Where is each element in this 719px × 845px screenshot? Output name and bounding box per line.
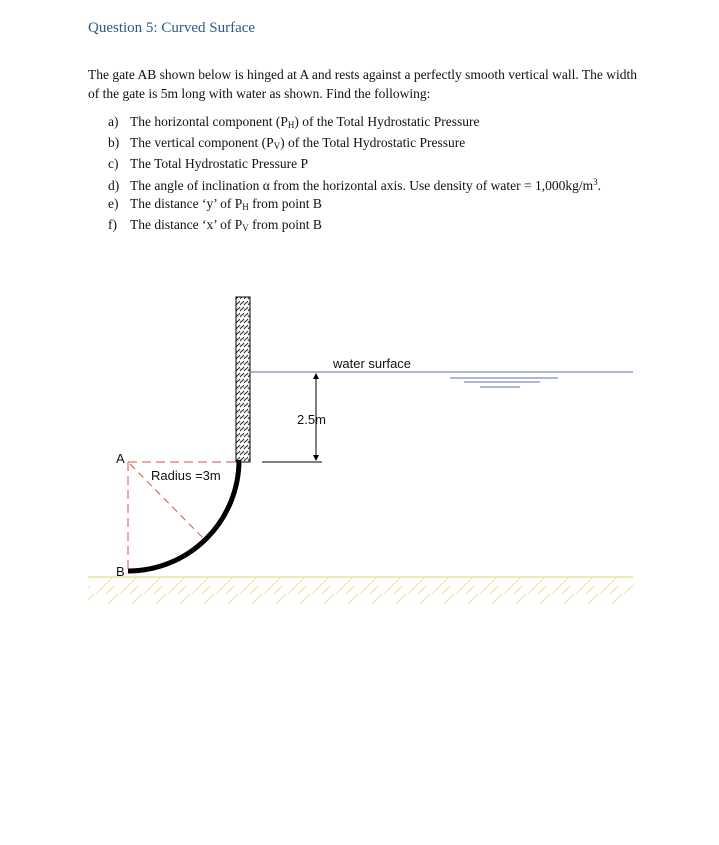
item-text: The distance ‘x’ of P — [130, 217, 243, 232]
gate-diagram — [0, 280, 719, 620]
item-text-end: ) of the Total Hydrostatic Pressure — [280, 135, 466, 150]
item-text: The distance ‘y’ of P — [130, 196, 243, 211]
point-b-label: B — [116, 564, 125, 579]
list-marker: d) — [108, 178, 120, 193]
item-subscript: V — [242, 223, 249, 233]
problem-statement: The gate AB shown below is hinged at A and rests against a perfectly smooth vertical wall. The width of the gate is 5m long with water as shown. Find the following: — [88, 67, 638, 101]
depth-label: 2.5m — [297, 412, 326, 427]
water-surface-label: water surface — [333, 356, 412, 371]
list-marker: b) — [108, 135, 120, 150]
question-heading: Question 5: Curved Surface — [88, 20, 256, 36]
item-subscript: V — [273, 141, 281, 151]
list-marker: c) — [108, 156, 119, 171]
list-item-d — [108, 173, 601, 195]
point-a-label: A — [116, 451, 125, 466]
list-item-a — [108, 113, 601, 134]
item-text: The angle of inclination α from the horizontal axis. Use density of water = 1,000kg/m — [130, 178, 594, 193]
item-text: The horizontal component (P — [130, 114, 288, 129]
list-marker: a) — [108, 114, 119, 129]
list-item-b — [108, 134, 601, 155]
question-list — [108, 113, 601, 237]
item-text-end: from point B — [248, 196, 322, 211]
list-item-e — [108, 195, 601, 216]
list-item-f — [108, 216, 601, 237]
item-text-end: ) of the Total Hydrostatic Pressure — [294, 114, 480, 129]
list-item-c — [108, 155, 601, 173]
item-text: The vertical component (P — [130, 135, 274, 150]
item-text: The Total Hydrostatic Pressure P — [130, 156, 309, 171]
item-subscript: H — [287, 120, 295, 130]
list-marker: e) — [108, 196, 119, 211]
list-marker: f) — [108, 217, 117, 232]
item-text-end: from point B — [248, 217, 322, 232]
vertical-wall — [236, 297, 250, 462]
item-subscript: H — [242, 202, 249, 212]
item-superscript: 3 — [593, 177, 598, 187]
ground-hatching — [88, 578, 633, 604]
radius-label: Radius =3m — [151, 468, 221, 483]
item-text-end: . — [597, 178, 601, 193]
